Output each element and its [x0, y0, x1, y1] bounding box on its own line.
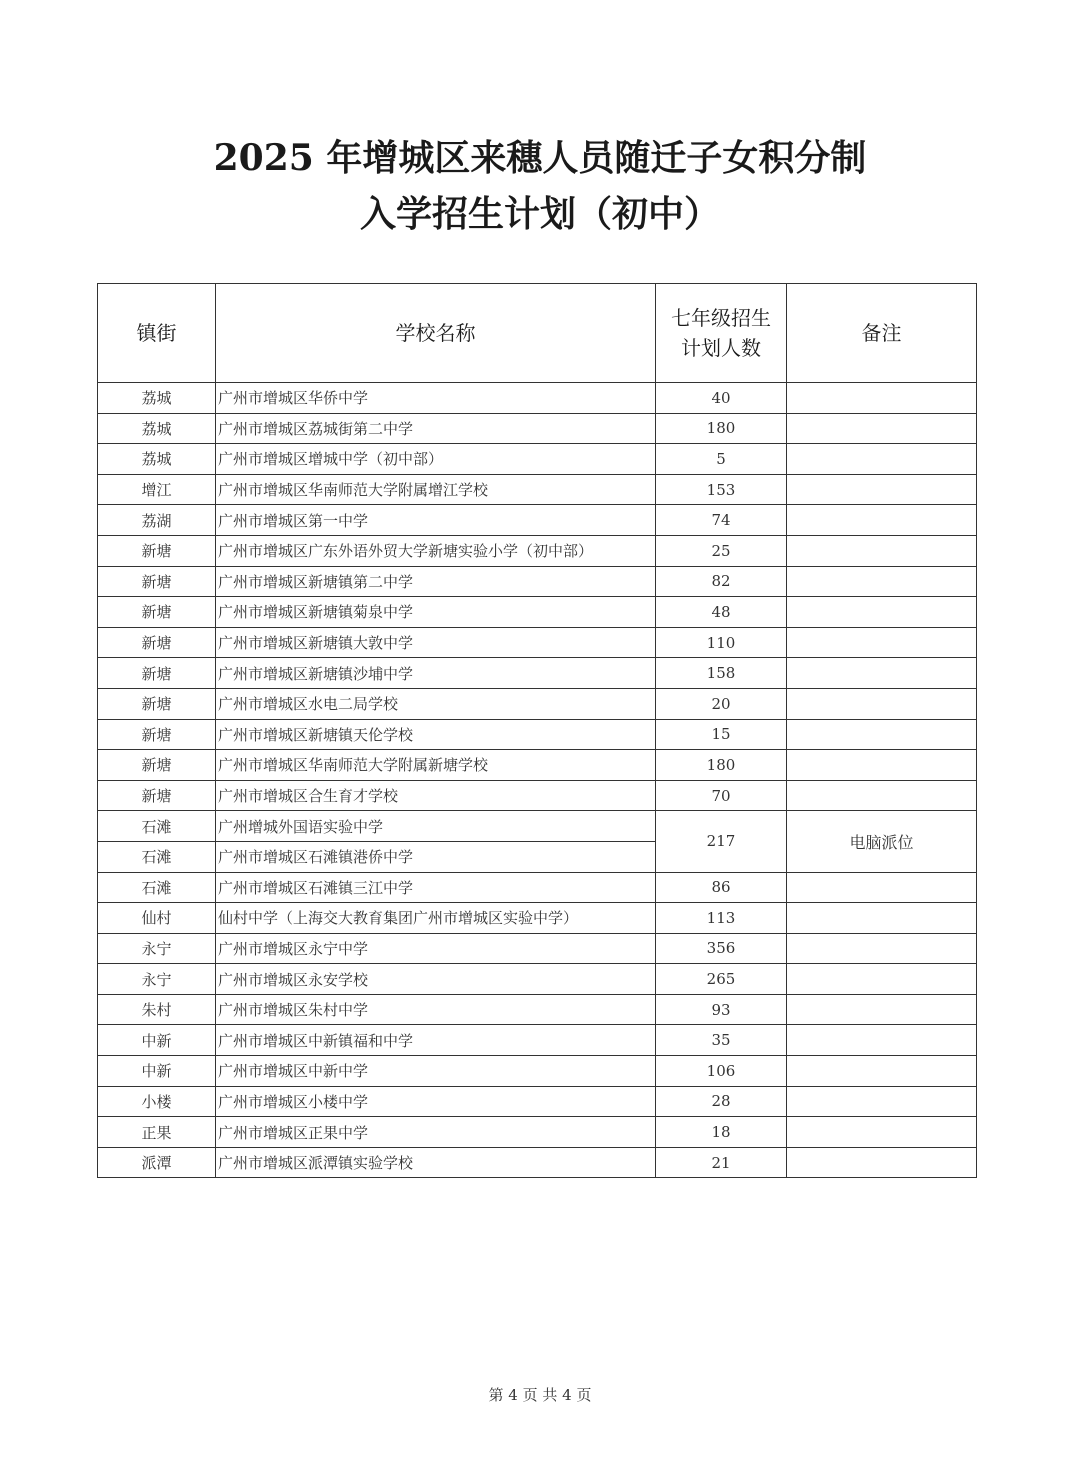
document-title-line-1: 2025 年增城区来穗人员随迁子女积分制 [213, 137, 867, 179]
cell-note [787, 903, 977, 934]
cell-plan-count: 153 [656, 474, 787, 505]
cell-plan-count: 93 [656, 994, 787, 1025]
cell-town: 新塘 [98, 780, 216, 811]
table-header-row [98, 284, 977, 383]
cell-town: 荔城 [98, 383, 216, 414]
table-row [98, 872, 977, 903]
cell-plan-count: 25 [656, 535, 787, 566]
cell-town: 永宁 [98, 933, 216, 964]
header-school-name: 学校名称 [216, 284, 656, 383]
table-row [98, 413, 977, 444]
table-row [98, 597, 977, 628]
cell-plan-count: 74 [656, 505, 787, 536]
table-row [98, 627, 977, 658]
cell-school: 广州市增城区增城中学（初中部） [216, 444, 656, 475]
cell-note [787, 872, 977, 903]
table-row [98, 444, 977, 475]
document-title-line-2: 入学招生计划（初中） [359, 193, 720, 235]
cell-town: 仙村 [98, 903, 216, 934]
table-row [98, 535, 977, 566]
cell-plan-count: 113 [656, 903, 787, 934]
cell-plan-count: 356 [656, 933, 787, 964]
cell-town: 新塘 [98, 750, 216, 781]
table-row [98, 1056, 977, 1087]
cell-plan-count: 48 [656, 597, 787, 628]
cell-school: 广州市增城区中新镇福和中学 [216, 1025, 656, 1056]
cell-note [787, 535, 977, 566]
cell-note [787, 444, 977, 475]
cell-town: 荔城 [98, 444, 216, 475]
cell-note [787, 627, 977, 658]
cell-school: 广州市增城区永宁中学 [216, 933, 656, 964]
cell-note [787, 719, 977, 750]
cell-town: 新塘 [98, 597, 216, 628]
cell-note [787, 1025, 977, 1056]
cell-note [787, 658, 977, 689]
cell-plan-count: 82 [656, 566, 787, 597]
cell-note [787, 688, 977, 719]
cell-town: 中新 [98, 1025, 216, 1056]
cell-school: 广州市增城区小楼中学 [216, 1086, 656, 1117]
cell-town: 石滩 [98, 841, 216, 872]
cell-school: 广州市增城区新塘镇天伦学校 [216, 719, 656, 750]
cell-town: 朱村 [98, 994, 216, 1025]
cell-plan-count: 110 [656, 627, 787, 658]
cell-plan-count: 28 [656, 1086, 787, 1117]
cell-school: 广州市增城区永安学校 [216, 964, 656, 995]
table-row [98, 780, 977, 811]
cell-town: 新塘 [98, 658, 216, 689]
cell-town: 新塘 [98, 566, 216, 597]
table-row [98, 383, 977, 414]
table-row [98, 933, 977, 964]
cell-plan-count: 18 [656, 1117, 787, 1148]
cell-town: 石滩 [98, 811, 216, 842]
cell-school: 广州市增城区华南师范大学附属新塘学校 [216, 750, 656, 781]
table-row [98, 658, 977, 689]
header-plan-line-1: 七年级招生 [671, 306, 771, 330]
cell-note [787, 505, 977, 536]
cell-town: 增江 [98, 474, 216, 505]
table-row [98, 1086, 977, 1117]
table-row [98, 811, 977, 842]
cell-town: 新塘 [98, 688, 216, 719]
header-plan-line-2: 计划人数 [681, 336, 761, 360]
header-note: 备注 [787, 284, 977, 383]
table-row [98, 688, 977, 719]
cell-plan-count: 180 [656, 750, 787, 781]
cell-town: 新塘 [98, 627, 216, 658]
cell-plan-count: 265 [656, 964, 787, 995]
cell-plan-count: 35 [656, 1025, 787, 1056]
header-town: 镇街 [98, 284, 216, 383]
cell-plan-count: 15 [656, 719, 787, 750]
cell-town: 石滩 [98, 872, 216, 903]
cell-note [787, 933, 977, 964]
table-row [98, 1025, 977, 1056]
cell-town: 新塘 [98, 535, 216, 566]
table-row [98, 964, 977, 995]
cell-school: 仙村中学（上海交大教育集团广州市增城区实验中学） [216, 903, 656, 934]
cell-school: 广州市增城区新塘镇菊泉中学 [216, 597, 656, 628]
table-row [98, 474, 977, 505]
cell-school: 广州市增城区水电二局学校 [216, 688, 656, 719]
cell-note [787, 1147, 977, 1178]
cell-note [787, 566, 977, 597]
cell-note-merged: 电脑派位 [787, 811, 977, 872]
cell-note [787, 1117, 977, 1148]
cell-school: 广州市增城区石滩镇港侨中学 [216, 841, 656, 872]
cell-school: 广州市增城区合生育才学校 [216, 780, 656, 811]
table-row [98, 994, 977, 1025]
header-plan-count [656, 284, 787, 383]
cell-school: 广州市增城区第一中学 [216, 505, 656, 536]
cell-town: 荔城 [98, 413, 216, 444]
cell-school: 广州市增城区朱村中学 [216, 994, 656, 1025]
cell-plan-count: 5 [656, 444, 787, 475]
cell-school: 广州市增城区广东外语外贸大学新塘实验小学（初中部） [216, 535, 656, 566]
cell-plan-count: 21 [656, 1147, 787, 1178]
cell-town: 小楼 [98, 1086, 216, 1117]
cell-note [787, 780, 977, 811]
cell-school: 广州市增城区华南师范大学附属增江学校 [216, 474, 656, 505]
cell-plan-count-merged: 217 [656, 811, 787, 872]
cell-school: 广州市增城区新塘镇第二中学 [216, 566, 656, 597]
cell-school: 广州市增城区石滩镇三江中学 [216, 872, 656, 903]
cell-town: 派潭 [98, 1147, 216, 1178]
cell-town: 荔湖 [98, 505, 216, 536]
cell-school: 广州市增城区新塘镇沙埔中学 [216, 658, 656, 689]
table-row [98, 750, 977, 781]
cell-school: 广州市增城区中新中学 [216, 1056, 656, 1087]
table-row [98, 903, 977, 934]
cell-note [787, 994, 977, 1025]
cell-note [787, 750, 977, 781]
cell-plan-count: 70 [656, 780, 787, 811]
cell-school: 广州市增城区华侨中学 [216, 383, 656, 414]
cell-town: 中新 [98, 1056, 216, 1087]
cell-note [787, 413, 977, 444]
cell-plan-count: 106 [656, 1056, 787, 1087]
cell-note [787, 383, 977, 414]
cell-note [787, 1086, 977, 1117]
cell-school: 广州增城外国语实验中学 [216, 811, 656, 842]
cell-town: 正果 [98, 1117, 216, 1148]
table-row [98, 1147, 977, 1178]
cell-town: 永宁 [98, 964, 216, 995]
page-number-footer: 第 4 页 共 4 页 [488, 1386, 592, 1404]
cell-note [787, 597, 977, 628]
table-row [98, 719, 977, 750]
table-row [98, 1117, 977, 1148]
cell-note [787, 1056, 977, 1087]
cell-town: 新塘 [98, 719, 216, 750]
cell-school: 广州市增城区新塘镇大敦中学 [216, 627, 656, 658]
cell-plan-count: 158 [656, 658, 787, 689]
cell-school: 广州市增城区正果中学 [216, 1117, 656, 1148]
cell-school: 广州市增城区派潭镇实验学校 [216, 1147, 656, 1178]
table-row [98, 505, 977, 536]
cell-note [787, 474, 977, 505]
enrollment-plan-table [97, 283, 977, 1178]
cell-plan-count: 180 [656, 413, 787, 444]
cell-note [787, 964, 977, 995]
table-row [98, 566, 977, 597]
cell-plan-count: 86 [656, 872, 787, 903]
cell-plan-count: 40 [656, 383, 787, 414]
cell-plan-count: 20 [656, 688, 787, 719]
cell-school: 广州市增城区荔城街第二中学 [216, 413, 656, 444]
